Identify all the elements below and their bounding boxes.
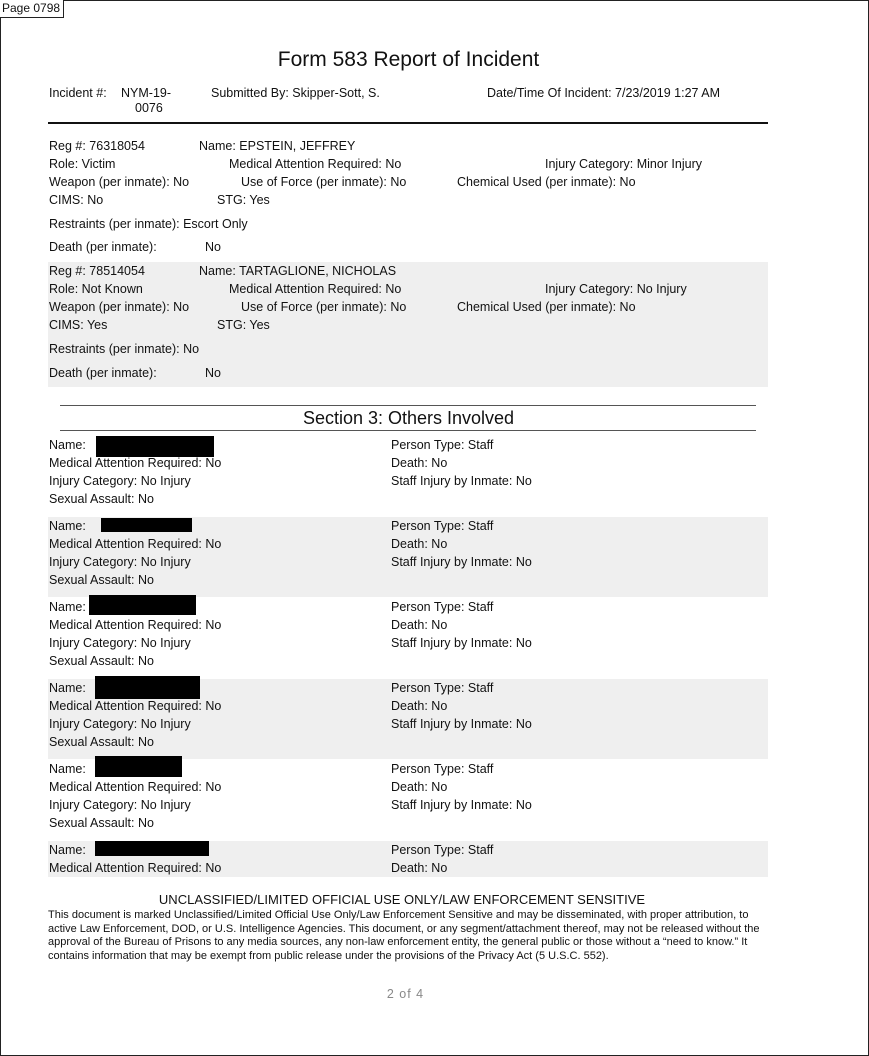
death: Death: No bbox=[391, 537, 448, 551]
form-title: Form 583 Report of Incident bbox=[277, 48, 540, 71]
page-number: 2 of 4 bbox=[386, 987, 425, 1001]
weapon-used: Weapon (per inmate): No bbox=[49, 300, 190, 314]
section-rule-top bbox=[60, 405, 756, 406]
medical-attention: Medical Attention Required: No bbox=[49, 456, 222, 470]
page-tag: Page 0798 bbox=[0, 0, 64, 18]
person-type: Person Type: Staff bbox=[391, 600, 494, 614]
person-type: Person Type: Staff bbox=[391, 762, 494, 776]
other-person-record bbox=[48, 841, 768, 877]
distribution-notice: This document is marked Unclassified/Limited Official Use Only/Law Enforcement Sensitive and may be disseminated, with proper attribution, to active Law Enforcement, DOD, or U.S. Intelligence Agencies. This document, or any segment/attachment thereof, may not be released without the approval of the Bureau of Prisons to any media sources, any non-law enforcement entity, the general public or those without a “need to know.” It contains information that may be exempt from public release under the provisions of the Privacy Act (5 U.S.C. 552). bbox=[48, 909, 760, 962]
reg-number: Reg #: 78514054 bbox=[49, 264, 145, 278]
other-name-label: Name: bbox=[49, 600, 86, 614]
other-name-label: Name: bbox=[49, 681, 86, 695]
redaction-bar bbox=[101, 518, 192, 532]
injury-category: Injury Category: No Injury bbox=[49, 717, 191, 731]
weapon-used: Weapon (per inmate): No bbox=[49, 175, 190, 189]
injury-category: Injury Category: No Injury bbox=[49, 474, 191, 488]
inmate-name: Name: TARTAGLIONE, NICHOLAS bbox=[199, 264, 397, 278]
chemical-used: Chemical Used (per inmate): No bbox=[457, 175, 636, 189]
other-person-record bbox=[48, 517, 768, 597]
death-value: No bbox=[205, 366, 221, 380]
death-label: Death (per inmate): bbox=[49, 366, 157, 380]
injury-category: Injury Category: Minor Injury bbox=[545, 157, 703, 171]
medical-attention: Medical Attention Required: No bbox=[229, 157, 402, 171]
staff-injury-by-inmate: Staff Injury by Inmate: No bbox=[391, 555, 532, 569]
other-person-record bbox=[48, 598, 768, 678]
medical-attention: Medical Attention Required: No bbox=[229, 282, 402, 296]
sexual-assault: Sexual Assault: No bbox=[49, 816, 154, 830]
restraints: Restraints (per inmate): No bbox=[49, 342, 200, 356]
death-value: No bbox=[205, 240, 221, 254]
other-name-label: Name: bbox=[49, 519, 86, 533]
cims-status: CIMS: No bbox=[49, 193, 104, 207]
death-label: Death (per inmate): bbox=[49, 240, 157, 254]
sexual-assault: Sexual Assault: No bbox=[49, 654, 154, 668]
other-person-record bbox=[48, 679, 768, 759]
other-person-record bbox=[48, 760, 768, 840]
redaction-bar bbox=[96, 436, 214, 457]
injury-category: Injury Category: No Injury bbox=[545, 282, 687, 296]
incident-label: Incident #: bbox=[49, 86, 107, 100]
inmate-name: Name: EPSTEIN, JEFFREY bbox=[199, 139, 356, 153]
chemical-used: Chemical Used (per inmate): No bbox=[457, 300, 636, 314]
use-of-force: Use of Force (per inmate): No bbox=[241, 175, 407, 189]
medical-attention: Medical Attention Required: No bbox=[49, 780, 222, 794]
section-rule-bottom bbox=[60, 430, 756, 431]
death: Death: No bbox=[391, 618, 448, 632]
person-type: Person Type: Staff bbox=[391, 681, 494, 695]
medical-attention: Medical Attention Required: No bbox=[49, 618, 222, 632]
submitted-by: Submitted By: Skipper-Sott, S. bbox=[211, 86, 380, 100]
inmate-role: Role: Not Known bbox=[49, 282, 143, 296]
incident-number-line2: 0076 bbox=[135, 101, 163, 115]
person-type: Person Type: Staff bbox=[391, 438, 494, 452]
person-type: Person Type: Staff bbox=[391, 519, 494, 533]
sexual-assault: Sexual Assault: No bbox=[49, 492, 154, 506]
other-name-label: Name: bbox=[49, 843, 86, 857]
redaction-bar bbox=[95, 676, 200, 699]
injury-category: Injury Category: No Injury bbox=[49, 798, 191, 812]
sexual-assault: Sexual Assault: No bbox=[49, 573, 154, 587]
cims-status: CIMS: Yes bbox=[49, 318, 108, 332]
medical-attention: Medical Attention Required: No bbox=[49, 537, 222, 551]
staff-injury-by-inmate: Staff Injury by Inmate: No bbox=[391, 798, 532, 812]
stg-status: STG: Yes bbox=[217, 318, 270, 332]
other-name-label: Name: bbox=[49, 762, 86, 776]
redaction-bar bbox=[95, 841, 209, 856]
death: Death: No bbox=[391, 861, 448, 875]
death: Death: No bbox=[391, 456, 448, 470]
section-3-title: Section 3: Others Involved bbox=[302, 408, 515, 428]
person-type: Person Type: Staff bbox=[391, 843, 494, 857]
other-person-record bbox=[48, 436, 768, 516]
staff-injury-by-inmate: Staff Injury by Inmate: No bbox=[391, 717, 532, 731]
medical-attention: Medical Attention Required: No bbox=[49, 861, 222, 875]
medical-attention: Medical Attention Required: No bbox=[49, 699, 222, 713]
classification-banner: UNCLASSIFIED/LIMITED OFFICIAL USE ONLY/LAW ENFORCEMENT SENSITIVE bbox=[158, 892, 646, 907]
inmate-record bbox=[48, 136, 768, 262]
death: Death: No bbox=[391, 699, 448, 713]
inmate-role: Role: Victim bbox=[49, 157, 116, 171]
use-of-force: Use of Force (per inmate): No bbox=[241, 300, 407, 314]
restraints: Restraints (per inmate): Escort Only bbox=[49, 217, 248, 231]
incident-datetime: Date/Time Of Incident: 7/23/2019 1:27 AM bbox=[487, 86, 721, 100]
injury-category: Injury Category: No Injury bbox=[49, 555, 191, 569]
header-divider bbox=[48, 122, 768, 124]
death: Death: No bbox=[391, 780, 448, 794]
reg-number: Reg #: 76318054 bbox=[49, 139, 145, 153]
injury-category: Injury Category: No Injury bbox=[49, 636, 191, 650]
staff-injury-by-inmate: Staff Injury by Inmate: No bbox=[391, 474, 532, 488]
sexual-assault: Sexual Assault: No bbox=[49, 735, 154, 749]
inmate-record bbox=[48, 262, 768, 387]
incident-number-line1: NYM-19- bbox=[121, 86, 172, 100]
stg-status: STG: Yes bbox=[217, 193, 270, 207]
other-name-label: Name: bbox=[49, 438, 86, 452]
redaction-bar bbox=[89, 595, 196, 615]
staff-injury-by-inmate: Staff Injury by Inmate: No bbox=[391, 636, 532, 650]
redaction-bar bbox=[95, 756, 182, 777]
